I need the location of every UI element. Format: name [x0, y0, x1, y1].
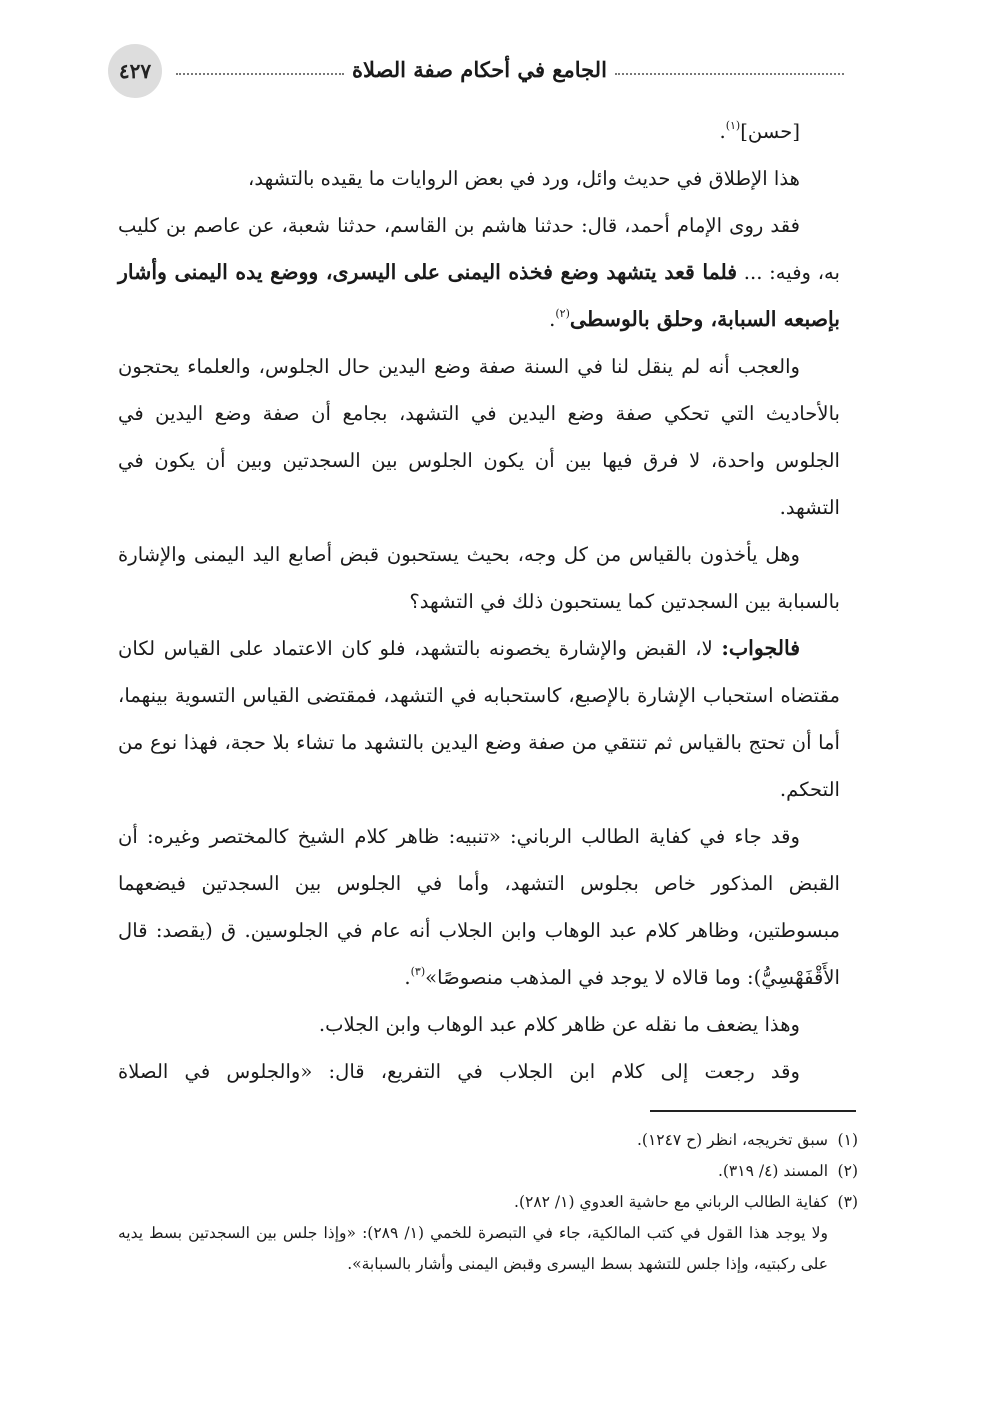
paragraph-3: [118, 202, 840, 343]
footnote-1: [118, 1125, 858, 1156]
footnote-text: المسند (٤/ ٣١٩).: [717, 1162, 828, 1180]
paragraph-1: [118, 108, 840, 155]
answer-lead: فالجواب:: [721, 636, 800, 660]
footnote-number: (٢): [837, 1162, 858, 1180]
footnote-text: كفاية الطالب الرباني مع حاشية العدوي (١/ ٢٨٢).: [514, 1193, 828, 1211]
paragraph-2: هذا الإطلاق في حديث وائل، ورد في بعض الروايات ما يقيده بالتشهد،: [248, 167, 800, 190]
header-dots-right: [615, 73, 844, 75]
punct: .: [719, 120, 726, 143]
footnote-ref-1[interactable]: (١): [725, 119, 741, 132]
footnote-number: (٣): [837, 1193, 858, 1211]
footnote-text: سبق تخريجه، انظر (ح ١٢٤٧).: [636, 1131, 828, 1149]
footnotes: [118, 1125, 858, 1280]
running-header-title: الجامع في أحكام صفة الصلاة: [352, 56, 607, 82]
footnote-number: (١): [837, 1131, 858, 1149]
hadith-intro: فقد روى الإمام أحمد، قال: حدثنا هاشم بن القاسم، حدثنا شعبة، عن عاصم بن كليب به، وفيه: ...: [118, 214, 840, 284]
footnote-ref-2[interactable]: (٢): [555, 307, 570, 320]
paragraph-5: وهل يأخذون بالقياس من كل وجه، بحيث يستحبون قبض أصابع اليد اليمنى والإشارة بالسبابة بين السجدتين كما يستحبون ذلك في التشهد؟: [118, 543, 840, 613]
paragraph-4: والعجب أنه لم ينقل لنا في السنة صفة وضع اليدين حال الجلوس، والعلماء يحتجون بالأحاديث التي تحكي صفة وضع اليدين في التشهد، بجامع أن صفة وضع اليدين في الجلوس واحدة، لا فرق فيها بين أن يكون الجلوس بين السجدتين وبين أن يكون في التشهد.: [118, 355, 840, 519]
grade-text: [حسن]: [740, 120, 800, 143]
footnote-3-continuation: ولا يوجد هذا القول في كتب المالكية، جاء في التبصرة للخمي (١/ ٢٨٩): «وإذا جلس بين السجدتين بسط يديه على ركبتيه، وإذا جلس للتشهد بسط اليسرى وقبض اليمنى وأشار بالسبابة».: [118, 1224, 828, 1273]
footnote-ref-3[interactable]: (٣): [410, 965, 426, 978]
paragraph-6: [118, 625, 840, 813]
punct: .: [404, 966, 411, 989]
paragraph-7: [118, 813, 840, 1001]
running-header: [176, 52, 844, 86]
footnote-separator: [650, 1110, 856, 1112]
main-text: [118, 108, 840, 1095]
page-number: ٤٢٧: [108, 44, 162, 98]
footnote-2: [118, 1156, 858, 1187]
hadith-quote: فلما قعد يتشهد وضع فخذه اليمنى على اليسرى، ووضع يده اليمنى وأشار بإصبعه السبابة، وحلق بالوسطى: [118, 260, 840, 331]
quote-kifaya: وقد جاء في كفاية الطالب الرباني: «تنبيه: ظاهر كلام الشيخ كالمختصر وغيره: أن القبض المذكور خاص بجلوس التشهد، وأما في الجلوس بين السجدتين فيضعهما مبسوطتين، وظاهر كلام عبد الوهاب وابن الجلاب أنه عام في الجلوسين. ق (يقصد: قال الأَقْفَهْسِيُّ): وما قالاه لا يوجد في المذهب منصوصًا»: [118, 825, 840, 989]
paragraph-8: وهذا يضعف ما نقله عن ظاهر كلام عبد الوهاب وابن الجلاب.: [318, 1013, 800, 1036]
paragraph-9: وقد رجعت إلى كلام ابن الجلاب في التفريع، قال: «والجلوس في الصلاة: [118, 1060, 800, 1083]
answer-text: لا، القبض والإشارة يخصونه بالتشهد، فلو كان الاعتماد على القياس لكان مقتضاه استحباب الإشارة بالإصبع، كاستحبابه في التشهد، فمقتضى القياس التسوية بينهما، أما أن تحتج بالقياس ثم تنتقي من صفة وضع اليدين بالتشهد ما تشاء بلا حجة، فهذا نوع من التحكم.: [118, 637, 840, 801]
header-dots-left: [176, 73, 344, 75]
punct: .: [549, 308, 556, 331]
footnote-3: [118, 1187, 858, 1218]
